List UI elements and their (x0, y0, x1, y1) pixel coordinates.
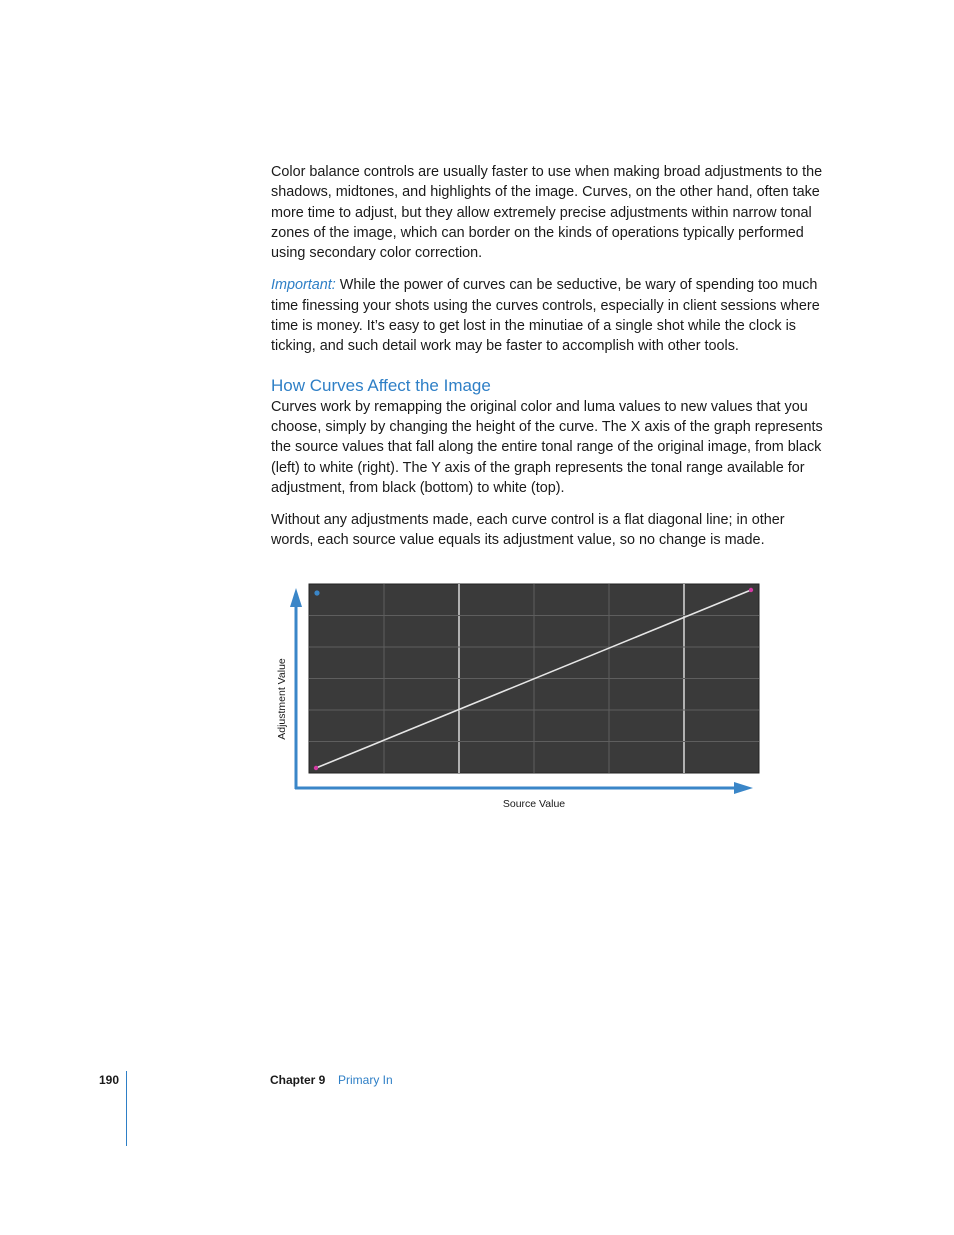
section-heading: How Curves Affect the Image (271, 375, 491, 395)
start-point-handle[interactable] (314, 766, 318, 770)
paragraph-important (271, 275, 827, 356)
paragraph-no-adjustment: Without any adjustments made, each curve control is a flat diagonal line; in other words, each source value equals its adjustment value, so no change is made. (271, 512, 785, 549)
page-number: 190 (99, 1073, 120, 1087)
main-text-column (271, 162, 827, 563)
curves-figure (268, 580, 768, 816)
end-point-handle[interactable] (749, 588, 753, 592)
important-label: Important: (271, 277, 336, 294)
y-axis-arrowhead (290, 588, 302, 607)
x-axis-label: Source Value (502, 798, 566, 810)
paragraph-color-balance: Color balance controls are usually faster to use when making broad adjustments to the shadows, midtones, and highlights of the image. Curves, on the other hand, often take more time to adjust, but they allow extremely precise adjustments within narrow tonal zones of the image, which can border on the kinds of operations typically performed using secondary color correction. (271, 164, 823, 262)
important-text: While the power of curves can be seductive, be wary of spending too much time finessing your shots using the curves controls, especially in client sessions where time is money. It’s easy to get lost in the minutiae of a single shot while the clock is ticking, and such detail work may be faster to accomplish with other tools. (271, 277, 820, 355)
chapter-title-link[interactable]: Primary In (338, 1073, 393, 1087)
paragraph-curves-remapping: Curves work by remapping the original color and luma values to new values that you choose, simply by changing the height of the curve. The X axis of the graph represents the source values that fall along the entire tonal range of the original image, from black (left) to white (right). The Y axis of the graph represents the tonal range available for adjustment, from black (bottom) to white (top). (271, 398, 823, 496)
x-axis-arrowhead (734, 782, 753, 794)
y-axis-label: Adjustment Value (276, 658, 288, 740)
chapter-label: Chapter 9 (270, 1073, 326, 1087)
footer-rule (126, 1071, 127, 1146)
top-left-handle[interactable] (314, 590, 319, 595)
curves-diagram (268, 580, 768, 816)
